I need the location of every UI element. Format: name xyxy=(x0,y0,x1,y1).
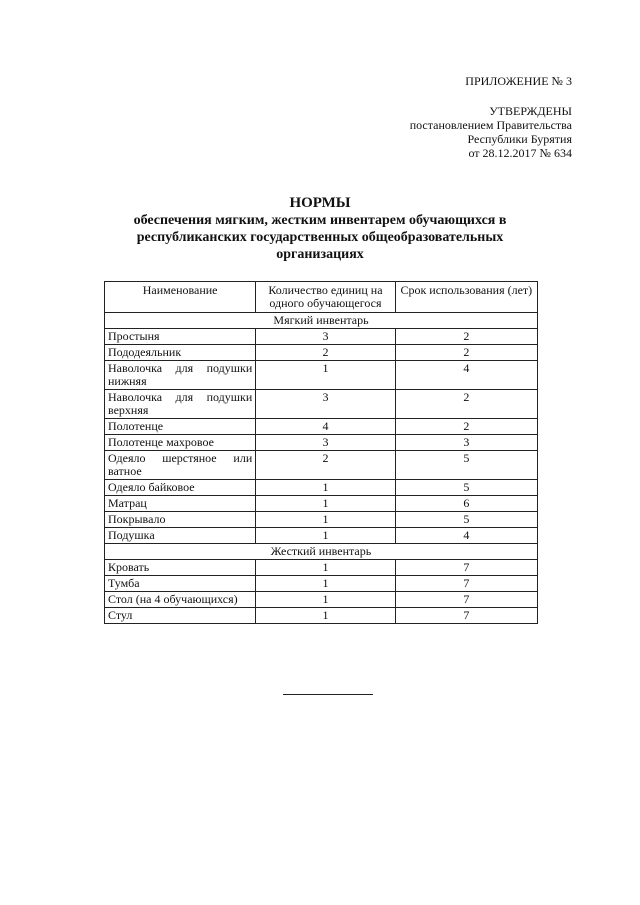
item-period: 7 xyxy=(395,560,537,576)
item-period: 2 xyxy=(395,390,537,419)
table-row xyxy=(105,451,538,480)
item-quantity: 1 xyxy=(256,361,395,390)
item-period: 7 xyxy=(395,592,537,608)
approval-header xyxy=(410,74,572,160)
approval-line-1: постановлением Правительства xyxy=(409,118,572,132)
table-row xyxy=(105,419,538,435)
item-quantity: 1 xyxy=(256,592,395,608)
table-row xyxy=(105,608,538,624)
table-row xyxy=(105,435,538,451)
item-period: 2 xyxy=(395,345,537,361)
section-row xyxy=(105,544,538,560)
item-quantity: 3 xyxy=(256,390,395,419)
item-period: 4 xyxy=(395,361,537,390)
table-row xyxy=(105,361,538,390)
end-divider xyxy=(283,694,373,695)
table-row xyxy=(105,345,538,361)
table-row xyxy=(105,528,538,544)
item-quantity: 2 xyxy=(256,451,395,480)
table-body xyxy=(105,313,538,624)
appendix-label: ПРИЛОЖЕНИЕ № 3 xyxy=(465,74,572,88)
item-quantity: 3 xyxy=(256,435,395,451)
item-quantity: 3 xyxy=(256,329,395,345)
table-row xyxy=(105,592,538,608)
item-name: Наволочка для подушки нижняя xyxy=(105,361,256,390)
table-row xyxy=(105,390,538,419)
table-row xyxy=(105,560,538,576)
table-row xyxy=(105,496,538,512)
item-quantity: 1 xyxy=(256,512,395,528)
column-header-name: Наименование xyxy=(105,282,256,313)
item-name: Одеяло байковое xyxy=(105,480,256,496)
item-name: Стол (на 4 обучающихся) xyxy=(105,592,256,608)
item-name: Матрац xyxy=(105,496,256,512)
item-quantity: 1 xyxy=(256,528,395,544)
item-name: Кровать xyxy=(105,560,256,576)
table-row xyxy=(105,480,538,496)
item-period: 5 xyxy=(395,512,537,528)
approved-label: УТВЕРЖДЕНЫ xyxy=(489,104,572,118)
item-period: 5 xyxy=(395,480,537,496)
item-period: 3 xyxy=(395,435,537,451)
title-subtitle: обеспечения мягким, жестким инвентарем обучающихся в республиканских государственных общеобразовательных организациях xyxy=(133,213,507,262)
item-period: 6 xyxy=(395,496,537,512)
section-title: Мягкий инвентарь xyxy=(105,313,538,329)
column-header-period: Срок использования (лет) xyxy=(395,282,537,313)
item-quantity: 1 xyxy=(256,608,395,624)
table-row xyxy=(105,576,538,592)
column-header-quantity: Количество единиц на одного обучающегося xyxy=(256,282,395,313)
item-name: Стул xyxy=(105,608,256,624)
section-row xyxy=(105,313,538,329)
item-name: Одеяло шерстяное или ватное xyxy=(105,451,256,480)
item-name: Подушка xyxy=(105,528,256,544)
item-quantity: 1 xyxy=(256,576,395,592)
approval-line-2: Республики Бурятия xyxy=(467,132,572,146)
item-name: Простыня xyxy=(105,329,256,345)
item-name: Полотенце xyxy=(105,419,256,435)
document-title xyxy=(0,194,640,263)
item-period: 2 xyxy=(395,329,537,345)
item-period: 5 xyxy=(395,451,537,480)
approval-line-3: от 28.12.2017 № 634 xyxy=(468,146,572,160)
title-main: НОРМЫ xyxy=(289,195,351,211)
section-title: Жесткий инвентарь xyxy=(105,544,538,560)
table-header-row xyxy=(105,282,538,313)
item-quantity: 2 xyxy=(256,345,395,361)
item-period: 2 xyxy=(395,419,537,435)
item-quantity: 1 xyxy=(256,480,395,496)
item-quantity: 4 xyxy=(256,419,395,435)
item-quantity: 1 xyxy=(256,560,395,576)
item-period: 4 xyxy=(395,528,537,544)
table-row xyxy=(105,512,538,528)
table-row xyxy=(105,329,538,345)
item-name: Покрывало xyxy=(105,512,256,528)
item-name: Полотенце махровое xyxy=(105,435,256,451)
item-quantity: 1 xyxy=(256,496,395,512)
item-period: 7 xyxy=(395,608,537,624)
item-name: Пододеяльник xyxy=(105,345,256,361)
item-name: Тумба xyxy=(105,576,256,592)
item-name: Наволочка для подушки верхняя xyxy=(105,390,256,419)
norms-table xyxy=(104,281,538,624)
item-period: 7 xyxy=(395,576,537,592)
